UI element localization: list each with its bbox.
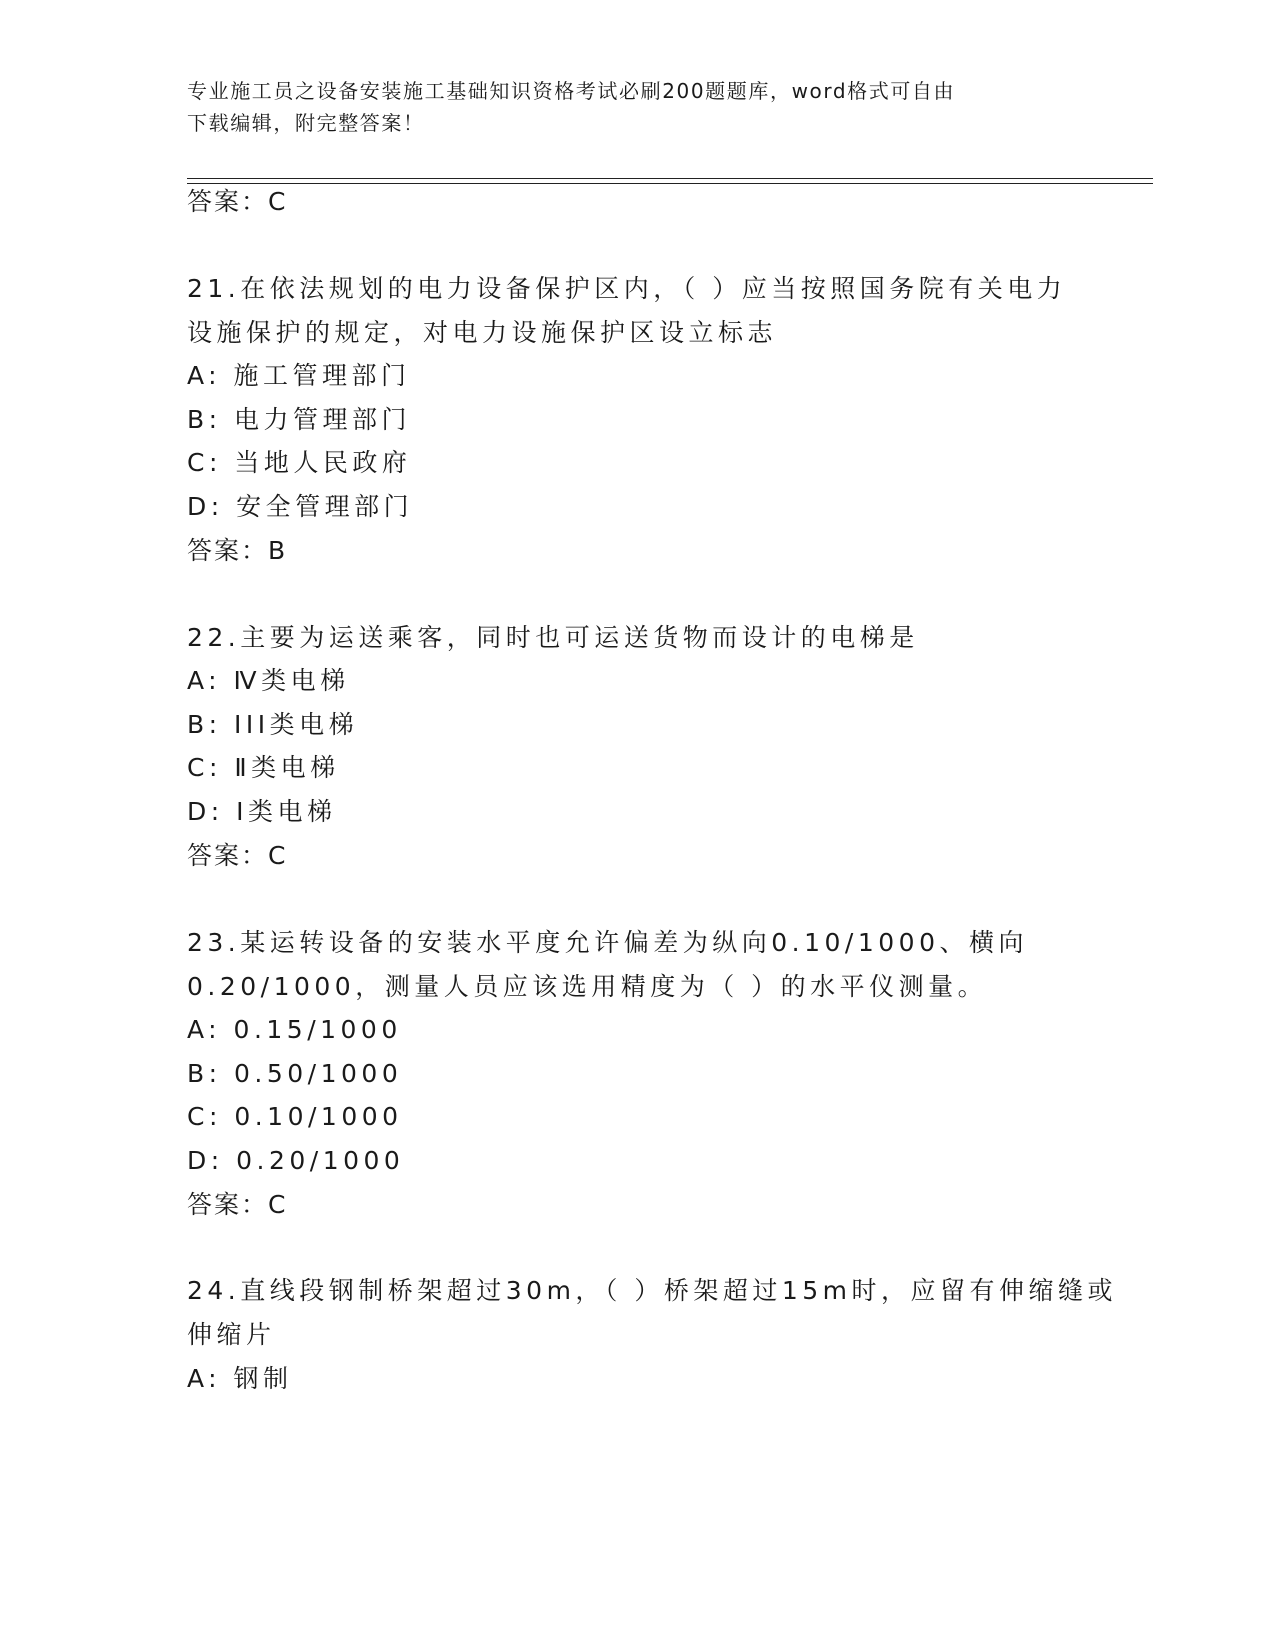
question-22-answer: 答案：C <box>187 841 288 870</box>
question-22-option-d: D: Ⅰ类电梯 <box>187 797 337 826</box>
question-24-option-a: A: 钢制 <box>187 1364 293 1393</box>
question-22-option-a: A: Ⅳ类电梯 <box>187 666 350 695</box>
question-23-option-c: C: 0.10/1000 <box>187 1102 403 1131</box>
question-21-stem-line-1: 21.在依法规划的电力设备保护区内，（ ）应当按照国务院有关电力 <box>187 274 1067 303</box>
question-21-option-a: A: 施工管理部门 <box>187 361 411 390</box>
question-23-option-d: D: 0.20/1000 <box>187 1146 405 1175</box>
question-24-stem-line-1: 24.直线段钢制桥架超过30m，（ ）桥架超过15m时，应留有伸缩缝或 <box>187 1276 1118 1305</box>
question-23-answer: 答案：C <box>187 1190 288 1219</box>
question-22-stem-line-1: 22.主要为运送乘客，同时也可运送货物而设计的电梯是 <box>187 623 919 652</box>
header-divider <box>187 178 1153 179</box>
question-21-answer: 答案：B <box>187 536 288 565</box>
question-23-stem-line-1: 23.某运转设备的安装水平度允许偏差为纵向0.10/1000、横向 <box>187 928 1028 957</box>
question-21-stem-line-2: 设施保护的规定，对电力设施保护区设立标志 <box>187 318 778 347</box>
question-21-option-d: D: 安全管理部门 <box>187 492 414 521</box>
question-22-option-b: B: III类电梯 <box>187 710 359 739</box>
question-23-stem-line-2: 0.20/1000，测量人员应该选用精度为（ ）的水平仪测量。 <box>187 972 988 1001</box>
document-header-line-1: 专业施工员之设备安装施工基础知识资格考试必刷200题题库，word格式可自由 <box>187 79 956 103</box>
answer-line: 答案：C <box>187 187 288 216</box>
question-23-option-a: A: 0.15/1000 <box>187 1015 402 1044</box>
header-divider-secondary <box>187 183 1153 184</box>
question-23-option-b: B: 0.50/1000 <box>187 1059 403 1088</box>
question-22-option-c: C: Ⅱ类电梯 <box>187 753 340 782</box>
question-24-stem-line-2: 伸缩片 <box>187 1320 276 1349</box>
document-header-line-2: 下载编辑，附完整答案！ <box>187 111 425 135</box>
question-21-option-c: C: 当地人民政府 <box>187 448 412 477</box>
question-21-option-b: B: 电力管理部门 <box>187 405 412 434</box>
